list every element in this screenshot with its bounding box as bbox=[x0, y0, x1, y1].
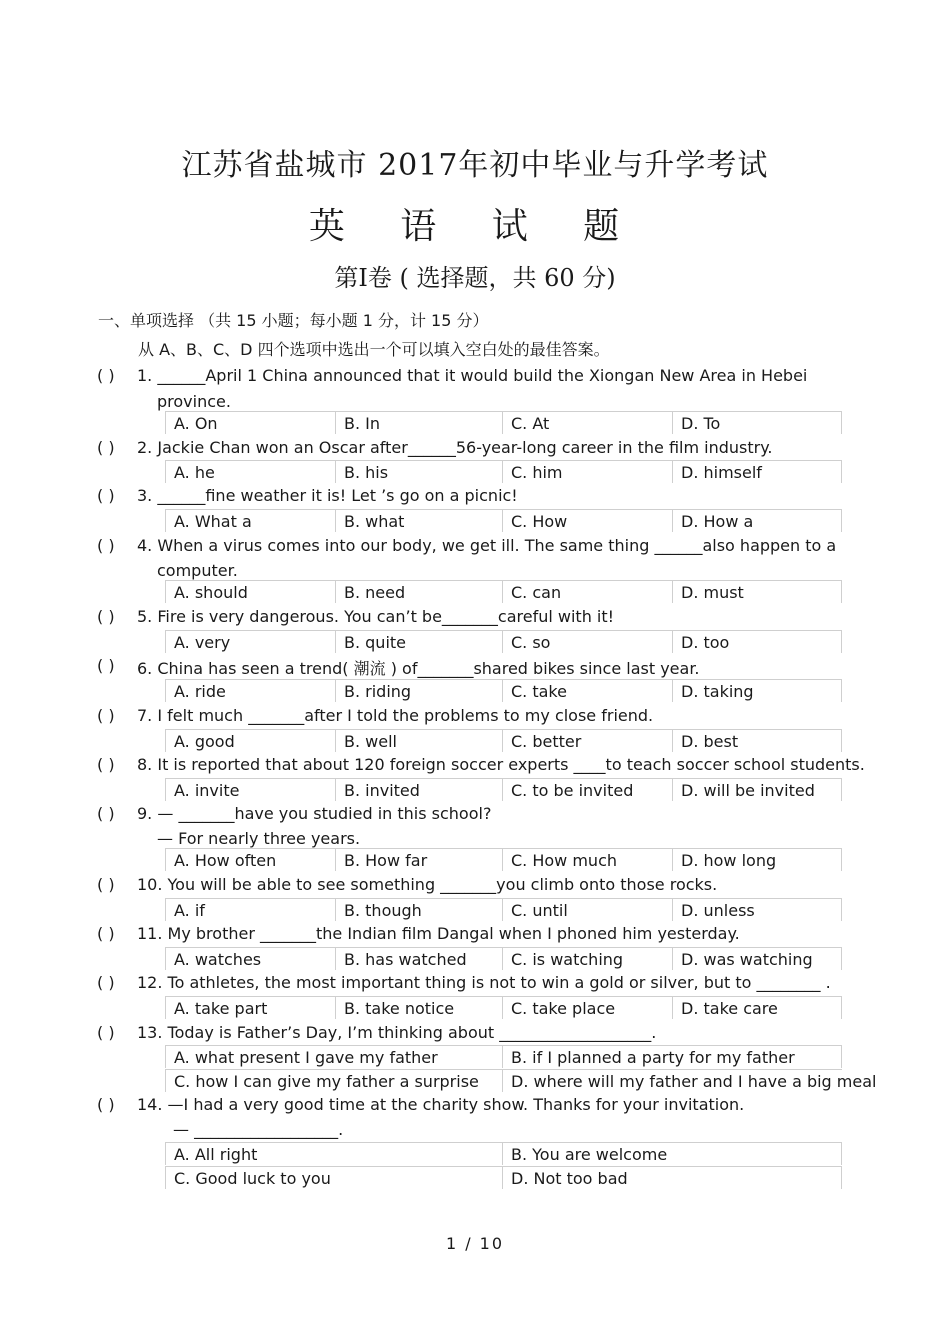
options-row bbox=[165, 679, 842, 702]
question-text: 3. ______fine weather it is! Let ’s go on a picnic! bbox=[137, 486, 518, 505]
options-row bbox=[165, 1069, 877, 1092]
option-b[interactable]: B. You are welcome bbox=[502, 1143, 842, 1165]
option-d[interactable]: D. how long bbox=[672, 849, 842, 871]
options-row bbox=[165, 630, 842, 653]
option-b[interactable]: B. take notice bbox=[335, 997, 502, 1019]
option-d[interactable]: D. best bbox=[672, 730, 842, 752]
option-c[interactable]: C. him bbox=[502, 461, 672, 483]
option-b[interactable]: B. well bbox=[335, 730, 502, 752]
options-row bbox=[165, 848, 842, 871]
question-text: 4. When a virus comes into our body, we get ill. The same thing ______also happen to a bbox=[137, 536, 837, 555]
option-d[interactable]: D. Not too bad bbox=[502, 1167, 842, 1189]
option-b[interactable]: B. though bbox=[335, 899, 502, 921]
exam-title: 江苏省盐城市 2017年初中毕业与升学考试 bbox=[181, 148, 769, 183]
option-a[interactable]: A. What a bbox=[165, 510, 335, 532]
option-c[interactable]: C. can bbox=[502, 581, 672, 603]
option-d[interactable]: D. To bbox=[672, 412, 842, 434]
options-row bbox=[165, 898, 842, 921]
option-a[interactable]: A. if bbox=[165, 899, 335, 921]
option-d[interactable]: D. unless bbox=[672, 899, 842, 921]
answer-paren[interactable]: ( ) bbox=[97, 1023, 115, 1042]
option-d[interactable]: D. will be invited bbox=[672, 779, 842, 801]
answer-paren[interactable]: ( ) bbox=[97, 706, 115, 725]
answer-paren[interactable]: ( ) bbox=[97, 1095, 115, 1114]
question-continuation: — __________________. bbox=[173, 1120, 344, 1139]
answer-paren[interactable]: ( ) bbox=[97, 875, 115, 894]
option-a[interactable]: A. good bbox=[165, 730, 335, 752]
option-b[interactable]: B. need bbox=[335, 581, 502, 603]
option-d[interactable]: D. where will my father and I have a big meal bbox=[502, 1070, 842, 1092]
option-c[interactable]: C. take place bbox=[502, 997, 672, 1019]
option-a[interactable]: A. he bbox=[165, 461, 335, 483]
options-row bbox=[165, 411, 842, 434]
option-b[interactable]: B. his bbox=[335, 461, 502, 483]
question-text: 5. Fire is very dangerous. You can’t be_______careful with it! bbox=[137, 607, 615, 626]
option-a[interactable]: A. take part bbox=[165, 997, 335, 1019]
question-text: 1. ______April 1 China announced that it would build the Xiongan New Area in Hebei bbox=[137, 366, 808, 385]
answer-paren[interactable]: ( ) bbox=[97, 607, 115, 626]
option-c[interactable]: C. is watching bbox=[502, 948, 672, 970]
question-continuation: — For nearly three years. bbox=[157, 829, 361, 848]
option-d[interactable]: D. was watching bbox=[672, 948, 842, 970]
question-continuation: computer. bbox=[157, 561, 238, 580]
question-continuation: province. bbox=[157, 392, 231, 411]
option-c[interactable]: C. how I can give my father a surprise bbox=[165, 1070, 502, 1092]
option-c[interactable]: C. take bbox=[502, 680, 672, 702]
question-text: 10. You will be able to see something _______you climb onto those rocks. bbox=[137, 875, 718, 894]
answer-paren[interactable]: ( ) bbox=[97, 536, 115, 555]
option-d[interactable]: D. himself bbox=[672, 461, 842, 483]
option-b[interactable]: B. invited bbox=[335, 779, 502, 801]
answer-paren[interactable]: ( ) bbox=[97, 755, 115, 774]
option-a[interactable]: A. ride bbox=[165, 680, 335, 702]
option-c[interactable]: C. better bbox=[502, 730, 672, 752]
option-a[interactable]: A. watches bbox=[165, 948, 335, 970]
question-text: 13. Today is Father’s Day, I’m thinking about ___________________. bbox=[137, 1023, 657, 1042]
option-c[interactable]: C. to be invited bbox=[502, 779, 672, 801]
answer-paren[interactable]: ( ) bbox=[97, 438, 115, 457]
part-title: 第Ⅰ卷 ( 选择题，共 60 分) bbox=[334, 264, 616, 292]
answer-paren[interactable]: ( ) bbox=[97, 486, 115, 505]
question-text: 14. —I had a very good time at the charity show. Thanks for your invitation. bbox=[137, 1095, 745, 1114]
option-a[interactable]: A. How often bbox=[165, 849, 335, 871]
option-c[interactable]: C. so bbox=[502, 631, 672, 653]
answer-paren[interactable]: ( ) bbox=[97, 924, 115, 943]
answer-paren[interactable]: ( ) bbox=[97, 656, 115, 675]
option-b[interactable]: B. In bbox=[335, 412, 502, 434]
option-a[interactable]: A. what present I gave my father bbox=[165, 1046, 502, 1068]
option-c[interactable]: C. At bbox=[502, 412, 672, 434]
section-instruction: 从 A、B、C、D 四个选项中选出一个可以填入空白处的最佳答案。 bbox=[138, 340, 610, 359]
options-row bbox=[165, 778, 842, 801]
option-b[interactable]: B. How far bbox=[335, 849, 502, 871]
subject-title: 英 语 试 题 bbox=[308, 206, 642, 247]
option-d[interactable]: D. take care bbox=[672, 997, 842, 1019]
options-row bbox=[165, 947, 842, 970]
option-c[interactable]: C. How much bbox=[502, 849, 672, 871]
page-number: 1 / 10 bbox=[445, 1234, 505, 1253]
option-a[interactable]: A. On bbox=[165, 412, 335, 434]
option-d[interactable]: D. taking bbox=[672, 680, 842, 702]
option-c[interactable]: C. How bbox=[502, 510, 672, 532]
options-row bbox=[165, 996, 842, 1019]
option-a[interactable]: A. very bbox=[165, 631, 335, 653]
question-text: 2. Jackie Chan won an Oscar after______56-year-long career in the film industry. bbox=[137, 438, 773, 457]
question-text: 6. China has seen a trend( 潮流 ) of_______shared bikes since last year. bbox=[137, 659, 700, 678]
option-d[interactable]: D. must bbox=[672, 581, 842, 603]
options-row bbox=[165, 460, 842, 483]
section-heading: 一、单项选择 （共 15 小题；每小题 1 分，计 15 分） bbox=[98, 311, 489, 330]
options-row bbox=[165, 1166, 842, 1189]
option-a[interactable]: A. All right bbox=[165, 1143, 502, 1165]
options-row bbox=[165, 729, 842, 752]
option-c[interactable]: C. Good luck to you bbox=[165, 1167, 502, 1189]
option-b[interactable]: B. has watched bbox=[335, 948, 502, 970]
answer-paren[interactable]: ( ) bbox=[97, 973, 115, 992]
answer-paren[interactable]: ( ) bbox=[97, 366, 115, 385]
question-text: 8. It is reported that about 120 foreign soccer experts ____to teach soccer school students. bbox=[137, 755, 865, 774]
option-d[interactable]: D. too bbox=[672, 631, 842, 653]
option-d[interactable]: D. How a bbox=[672, 510, 842, 532]
options-row bbox=[165, 1142, 842, 1165]
options-row bbox=[165, 580, 842, 603]
answer-paren[interactable]: ( ) bbox=[97, 804, 115, 823]
option-b[interactable]: B. what bbox=[335, 510, 502, 532]
question-text: 7. I felt much _______after I told the problems to my close friend. bbox=[137, 706, 654, 725]
option-a[interactable]: A. invite bbox=[165, 779, 335, 801]
option-b[interactable]: B. quite bbox=[335, 631, 502, 653]
question-text: 12. To athletes, the most important thing is not to win a gold or silver, but to ________ . bbox=[137, 973, 831, 992]
question-text: 9. — _______have you studied in this school? bbox=[137, 804, 492, 823]
options-row bbox=[165, 509, 842, 532]
question-text: 11. My brother _______the Indian film Dangal when I phoned him yesterday. bbox=[137, 924, 740, 943]
options-row bbox=[165, 1045, 842, 1068]
option-b[interactable]: B. riding bbox=[335, 680, 502, 702]
option-c[interactable]: C. until bbox=[502, 899, 672, 921]
option-b[interactable]: B. if I planned a party for my father bbox=[502, 1046, 842, 1068]
option-a[interactable]: A. should bbox=[165, 581, 335, 603]
